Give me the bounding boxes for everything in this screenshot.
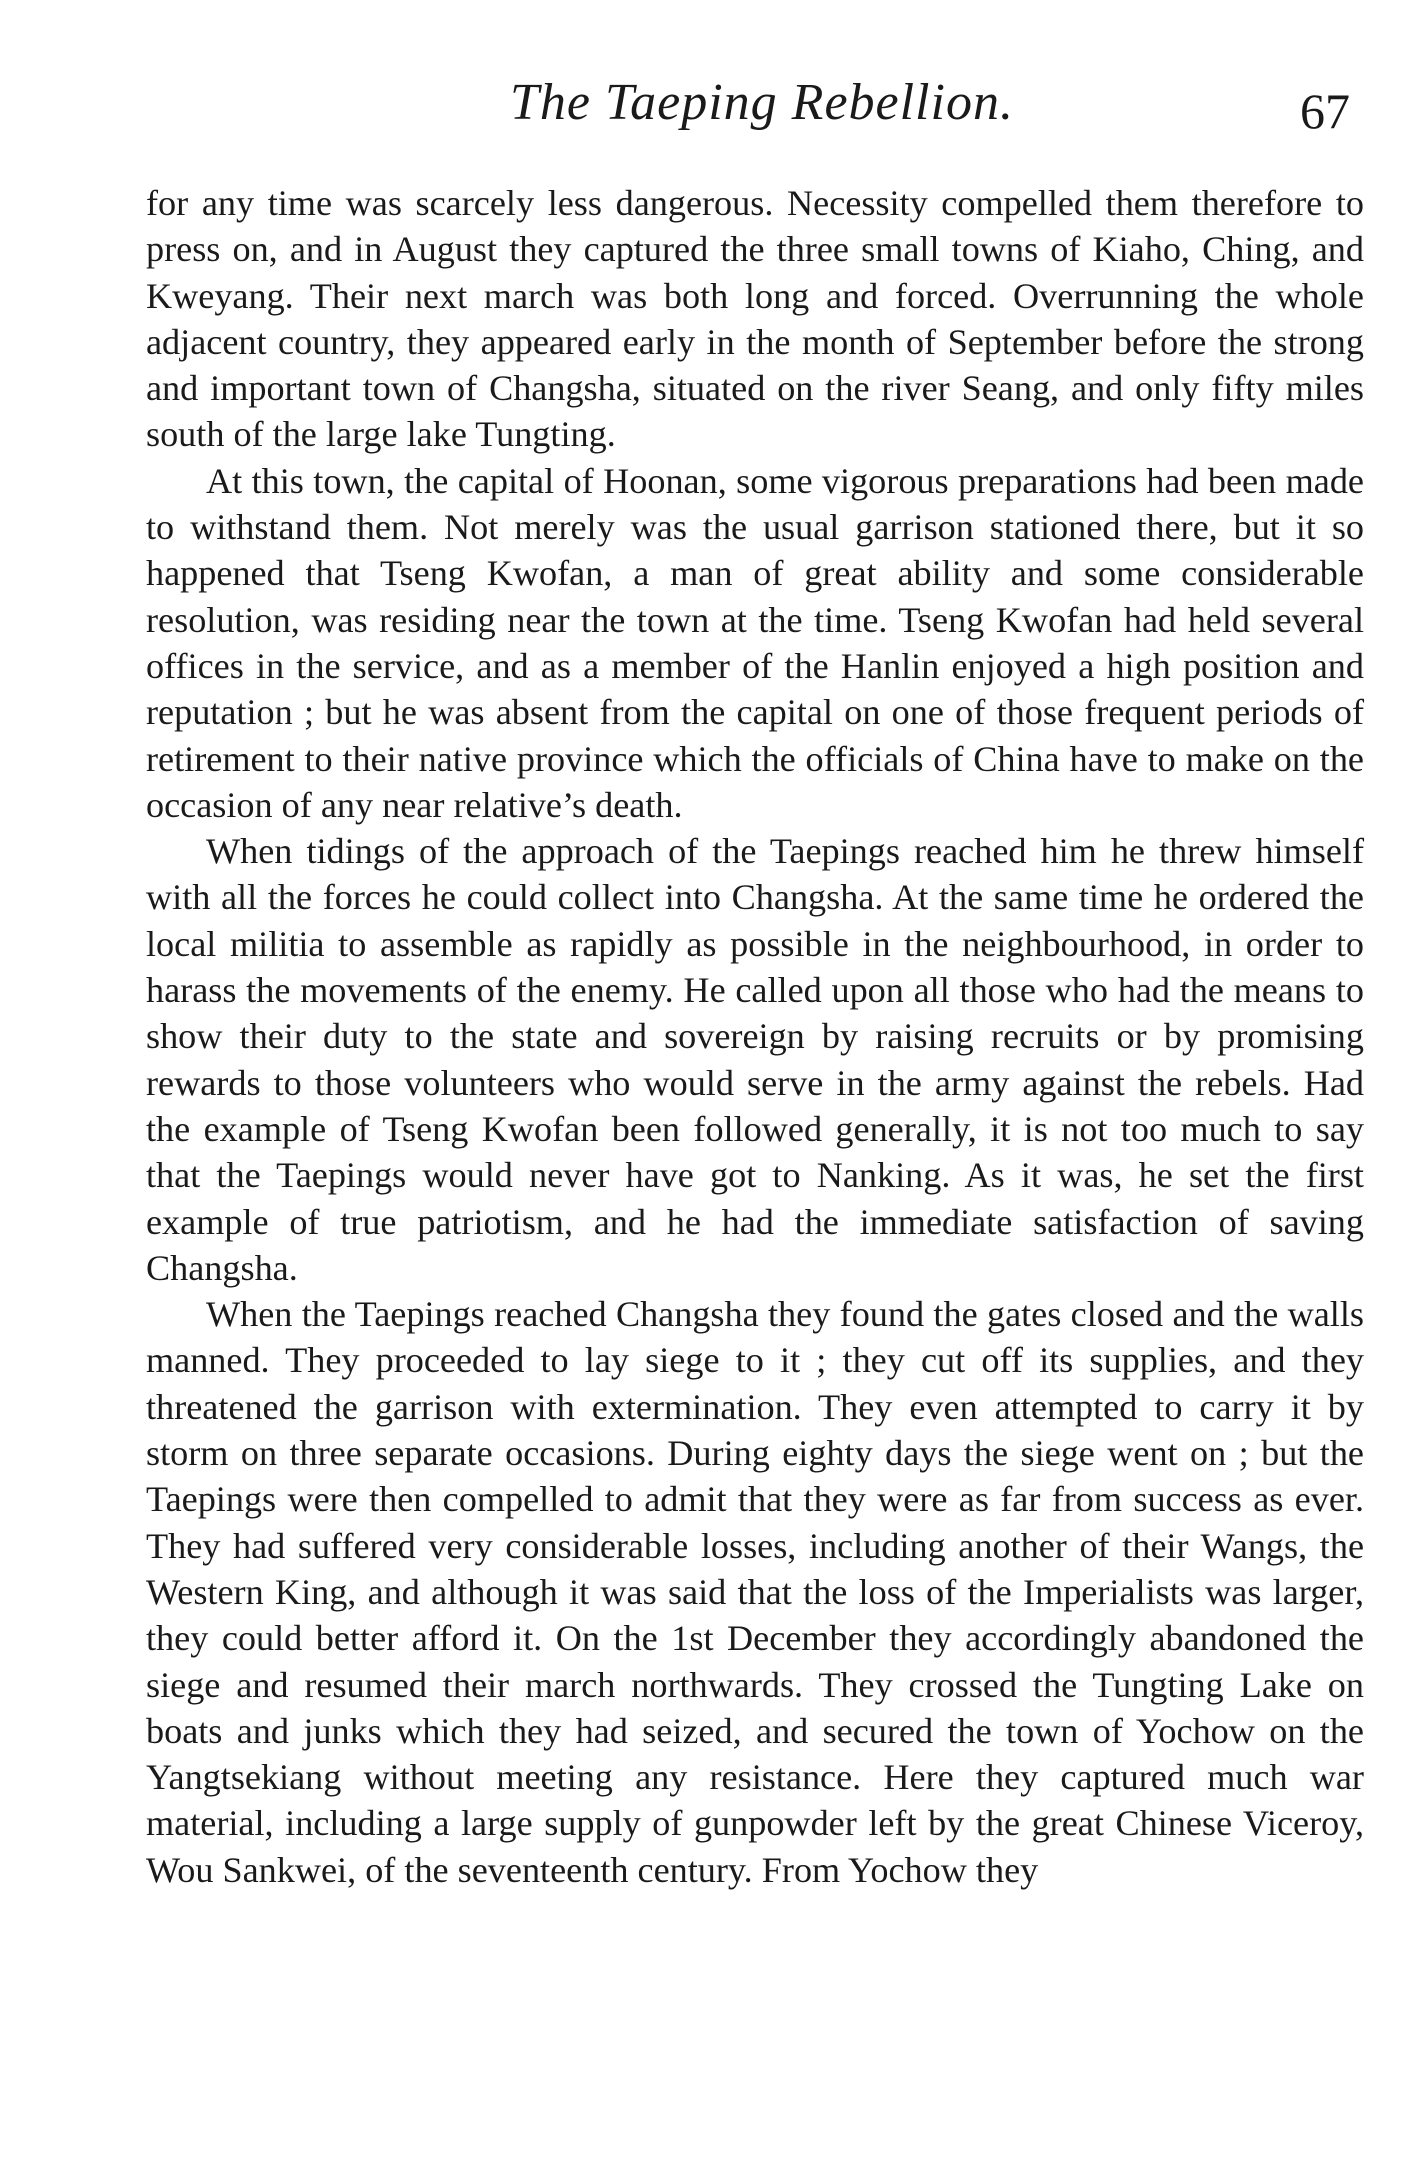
running-head xyxy=(0,68,1412,138)
paragraph-continued: for any time was scarcely less dangerous. Necessity compelled them therefore to press on, and in August they captured the three small towns of Kiaho, Ching, and Kweyang. Their next march was both long and forced. Overrunning the whole adjacent country, they appeared early in the month of September before the strong and important town of Changsha, situated on the river Seang, and only fifty miles south of the large lake Tungting. xyxy=(146,183,1364,455)
page-number: 67 xyxy=(1300,83,1350,139)
running-title: The Taeping Rebellion. xyxy=(510,74,1014,131)
paragraph-changsha-defence: At this town, the capital of Hoonan, some vigorous preparations had been made to withstand them. Not merely was the usual garrison stationed there, but it so happened that Tseng Kwofan, a man of great ability and some considerable resolution, was residing near the town at the time. Tseng Kwofan had held several offices in the service, and as a member of the Hanlin enjoyed a high position and reputation ; but he was absent from the capital on one of those frequent periods of retirement to their native province which the officials of China have to make on the occasion of any near relative’s death. xyxy=(146,460,1364,825)
paragraph-siege: When the Taepings reached Changsha they found the gates closed and the walls manned. They proceeded to lay siege to it ; they cut off its supplies, and they threatened the garrison with extermination. They even attempted to carry it by storm on three separate occasions. During eighty days the siege went on ; but the Taepings were then compelled to admit that they were as far from success as ever. They had suffered very considerable losses, including another of their Wangs, the Western King, and although it was said that the loss of the Imperialists was larger, they could better afford it. On the 1st December they accordingly abandoned the siege and resumed their march northwards. They crossed the Tungting Lake on boats and junks which they had seized, and secured the town of Yochow on the Yangtsekiang without meeting any resistance. Here they captured much war material, including a large supply of gunpowder left by the great Chinese Viceroy, Wou Sankwei, of the seventeenth century. From Yochow they xyxy=(146,1294,1364,1890)
body-text xyxy=(146,180,1364,1893)
paragraph-tseng-kwofan: When tidings of the approach of the Taepings reached him he threw himself with all the forces he could collect into Changsha. At the same time he ordered the local militia to assemble as rapidly as possible in the neighbourhood, in order to harass the movements of the enemy. He called upon all those who had the means to show their duty to the state and sovereign by raising recruits or by promising rewards to those volunteers who would serve in the army against the rebels. Had the example of Tseng Kwofan been followed generally, it is not too much to say that the Taepings would never have got to Nanking. As it was, he set the first example of true patriotism, and he had the immediate satisfaction of saving Changsha. xyxy=(146,831,1364,1288)
